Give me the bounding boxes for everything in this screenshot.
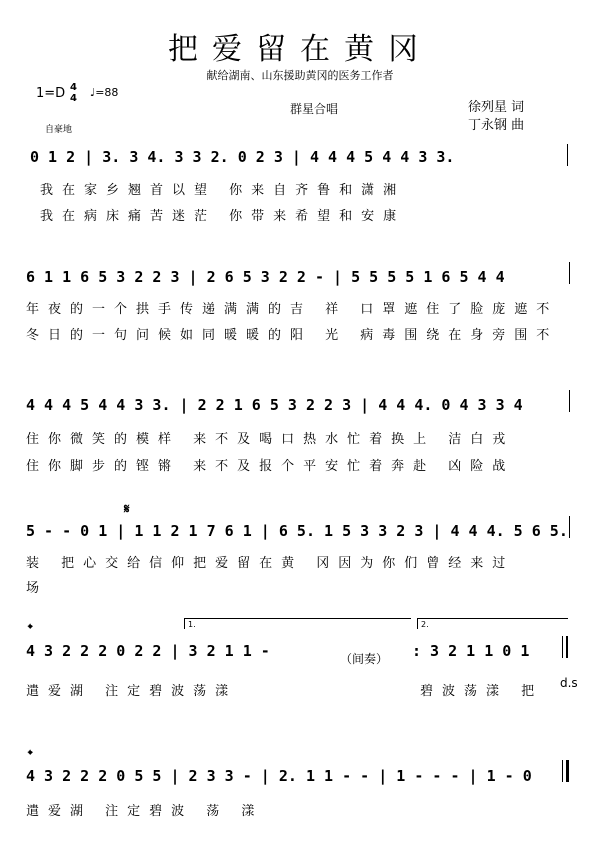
lyricist: 徐列星 词 (468, 100, 525, 115)
expression-marking: 自豪地 (45, 125, 73, 135)
notation-row-3: 4 4 4 5 4 4 3 3. | 2 2 1 6 5 3 2 2 3 | 4 4 4. 0 4 3 3 4 (26, 396, 523, 414)
lyric-row-6: 遣爱湖 注定碧波 荡 漾 (26, 804, 264, 819)
time-denominator: 4 (70, 93, 77, 104)
volta-2-bracket (417, 618, 568, 629)
subtitle: 献给湖南、山东援助黄冈的医务工作者 (206, 69, 394, 82)
lyric-row-4b: 场 (26, 581, 49, 596)
lyric-row-1b: 我在病床痛苦迷茫 你带来希望和安康 (40, 209, 406, 224)
volta-2-label: 2. (421, 620, 429, 629)
segno-icon: 𝄋 (124, 502, 130, 517)
notation-row-5a: 4 3 2 2 2 0 2 2 | 3 2 1 1 - (26, 642, 270, 660)
notation-row-6: 4 3 2 2 2 0 5 5 | 2 3 3 - | 2. 1 1 - - | 1 - - - | 1 - 0 (26, 767, 532, 785)
lyric-row-3a: 住你微笑的模样 来不及喝口热水忙着换上 洁白戎 (26, 432, 515, 447)
key-signature: 1=D (36, 86, 66, 101)
notation-row-4: 5 - - 0 1 | 1 1 2 1 7 6 1 | 6 5. 1 5 3 3 2 3 | 4 4 4. 5 6 5. (26, 522, 568, 540)
volta-1-bracket (184, 618, 411, 629)
barline-thick (566, 636, 568, 658)
notation-row-2: 6 1 1 6 5 3 2 2 3 | 2 6 5 3 2 2 - | 5 5 5 5 1 6 5 4 4 (26, 268, 505, 286)
lyric-row-4a: 装 把心交给信仰把爱留在黄 冈因为你们曾经来过 (26, 556, 515, 571)
final-barline-thick (566, 760, 569, 782)
coda-icon: 𝄌 (28, 622, 33, 637)
time-signature (70, 82, 77, 104)
lyric-row-1a: 我在家乡翘首以望 你来自齐鲁和潇湘 (40, 183, 406, 198)
tempo-marking: ♩=88 (90, 86, 119, 99)
ds-marking: d.s (560, 676, 578, 690)
interlude-label: （间奏） (340, 652, 389, 666)
performer: 群星合唱 (290, 102, 339, 116)
barline (567, 144, 568, 166)
lyric-row-5a: 遣爱湖 注定碧波荡漾 (26, 684, 238, 699)
lyric-row-2b: 冬日的一句问候如同暖暖的阳 光 病毒围绕在身旁围不 (26, 328, 559, 343)
lyric-row-5b: 碧波荡漾 把 (420, 684, 544, 699)
barline (569, 262, 570, 284)
lyric-row-2a: 年夜的一个拱手传递满满的吉 祥 口罩遮住了脸庞遮不 (26, 302, 559, 317)
barline (562, 636, 563, 658)
time-numerator: 4 (70, 82, 77, 93)
notation-row-1: 0 1 2 | 3. 3 4. 3 3 2. 0 2 3 | 4 4 4 5 4 4 3 3. (30, 148, 455, 166)
barline (569, 390, 570, 412)
composer: 丁永钢 曲 (468, 118, 525, 133)
volta-1-label: 1. (188, 620, 196, 629)
song-title: 把爱留在黄冈 (168, 32, 432, 67)
final-barline (562, 760, 563, 782)
lyric-row-3b: 住你脚步的铿锵 来不及报个平安忙着奔赴 凶险战 (26, 459, 515, 474)
notation-row-5b: : 3 2 1 1 0 1 (412, 642, 530, 660)
barline (569, 516, 570, 538)
coda-icon: 𝄌 (28, 748, 33, 763)
